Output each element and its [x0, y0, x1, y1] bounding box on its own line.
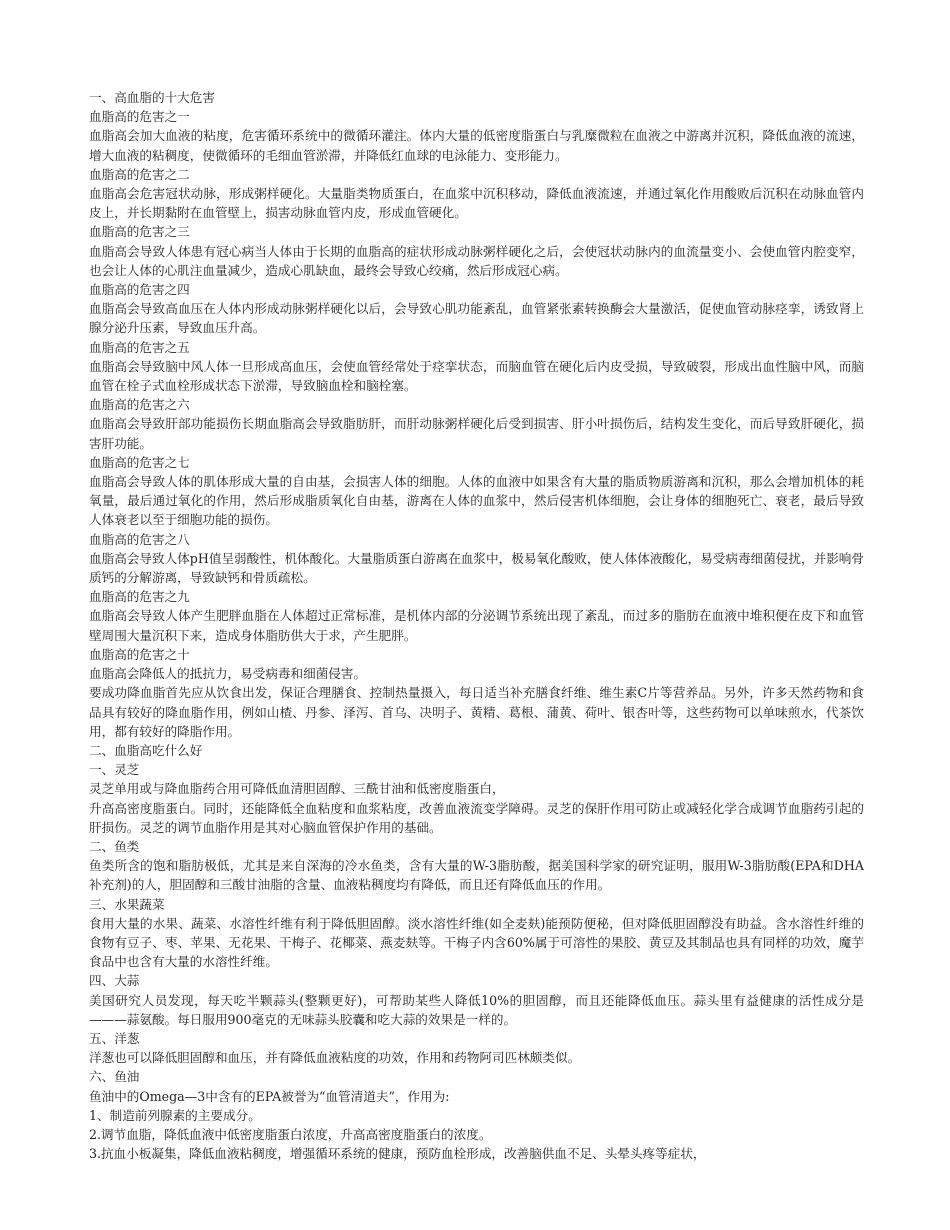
paragraph: 血脂高会导致高血压在人体内形成动脉粥样硬化以后，会导致心肌功能紊乱，血管紧张素转换酶会大量激活，促使血管动脉痉挛，诱致肾上腺分泌升压素，导致血压升高。 — [89, 301, 864, 336]
list-item: 2.调节血脂，降低血液中低密度脂蛋白浓度，升高高密度脂蛋白的浓度。 — [89, 1126, 492, 1142]
paragraph: 血脂高会导致肝部功能损伤长期血脂高会导致脂肪肝，而肝动脉粥样硬化后受到损害、肝小叶损伤后，结构发生变化，而后导致肝硬化，损害肝功能。 — [89, 416, 864, 451]
document-body — [89, 88, 864, 1163]
section-heading: 二、血脂高吃什么好 — [89, 742, 203, 758]
subheading: 血脂高的危害之五 — [89, 339, 190, 355]
paragraph: 血脂高会导致人体的肌体形成大量的自由基，会损害人体的细胞。人体的血液中如果含有大量的脂质物质游离和沉积，那么会增加机体的耗氧量，最后通过氧化的作用，然后形成脂质氧化自由基，游离在人体的血浆中，然后侵害机体细胞，会让身体的细胞死亡、衰老，最后导致人体衰老以至于细胞功能的损伤。 — [89, 474, 864, 528]
paragraph: 鱼类所含的饱和脂肪极低，尤其是来自深海的冷水鱼类，含有大量的W-3脂肪酸，据美国科学家的研究证明，服用W-3脂肪酸(EPA和DHA补充剂)的人，胆固醇和三酸甘油脂的含量、血液粘稠度均有降低，而且还有降低血压的作用。 — [89, 858, 864, 893]
subheading: 血脂高的危害之三 — [89, 224, 190, 240]
list-item: 1、制造前列腺素的主要成分。 — [89, 1107, 261, 1123]
subheading: 血脂高的危害之八 — [89, 531, 190, 547]
subheading: 血脂高的危害之九 — [89, 589, 190, 605]
paragraph: 洋葱也可以降低胆固醇和血压，并有降低血液粘度的功效，作用和药物阿司匹林颇类似。 — [89, 1050, 581, 1066]
subheading: 四、大蒜 — [89, 973, 140, 989]
paragraph: 灵芝单用或与降血脂药合用可降低血清胆固醇、三酰甘油和低密度脂蛋白， — [89, 781, 505, 797]
paragraph: 升高高密度脂蛋白。同时，还能降低全血粘度和血浆粘度，改善血液流变学障碍。灵芝的保肝作用可防止或减轻化学合成调节血脂药引起的肝损伤。灵芝的调节血脂作用是其对心脑血管保护作用的基础。 — [89, 800, 864, 835]
paragraph: 血脂高会导致脑中风人体一旦形成高血压，会使血管经常处于痉挛状态，而脑血管在硬化后内皮受损，导致破裂，形成出血性脑中风，而脑血管在栓子式血栓形成状态下淤滞，导致脑血栓和脑栓塞。 — [89, 358, 864, 394]
paragraph: 血脂高会危害冠状动脉，形成粥样硬化。大量脂类物质蛋白，在血浆中沉积移动，降低血液流速，并通过氧化作用酸败后沉积在动脉血管内皮上，并长期黏附在血管壁上，损害动脉血管内皮，形成血管硬化。 — [89, 186, 864, 221]
subheading: 五、洋葱 — [89, 1030, 140, 1046]
paragraph: 鱼油中的Omega—3中含有的EPA被誉为“血管清道夫”，作用为: — [89, 1088, 450, 1104]
list-item: 3.抗血小板凝集，降低血液粘稠度，增强循环系统的健康，预防血栓形成，改善脑供血不足、头晕头疼等症状， — [89, 1146, 706, 1162]
subheading: 血脂高的危害之十 — [89, 646, 190, 662]
paragraph: 食用大量的水果、蔬菜、水溶性纤维有利于降低胆固醇。淡水溶性纤维(如全麦麸)能预防便秘，但对降低胆固醇没有助益。含水溶性纤维的食物有豆子、枣、苹果、无花果、干梅子、花椰菜、燕麦麸等。干梅子内含60%属于可溶性的果胶、黄豆及其制品也具有同样的功效，魔芋食品中也含有大量的水溶性纤维。 — [89, 915, 864, 970]
subheading: 血脂高的危害之四 — [89, 282, 190, 298]
paragraph: 美国研究人员发现，每天吃半颗蒜头(整颗更好)，可帮助某些人降低10%的胆固醇，而且还能降低血压。蒜头里有益健康的活性成分是———蒜氨酸。每日服用900毫克的无味蒜头胶囊和吃大蒜的效果是一样的。 — [89, 992, 864, 1027]
paragraph: 血脂高会导致人体产生肥胖血脂在人体超过正常标准，是机体内部的分泌调节系统出现了紊乱，而过多的脂肪在血液中堆积便在皮下和血管壁周围大量沉积下来，造成身体脂肪供大于求，产生肥胖。 — [89, 608, 864, 643]
subheading: 三、水果蔬菜 — [89, 896, 165, 912]
paragraph: 血脂高会降低人的抵抗力，易受病毒和细菌侵害。 — [89, 666, 367, 682]
section-heading: 一、高血脂的十大危害 — [89, 90, 215, 105]
paragraph: 血脂高会加大血液的粘度，危害循环系统中的微循环灌注。体内大量的低密度脂蛋白与乳糜微粒在血液之中游离并沉积，降低血液的流速，增大血液的粘稠度，使微循环的毛细血管淤滞，并降低红血球的电泳能力、变形能力。 — [89, 128, 864, 163]
paragraph: 血脂高会导致人体pH值呈弱酸性，机体酸化。大量脂质蛋白游离在血浆中，极易氧化酸败，使人体体液酸化，易受病毒细菌侵扰，并影响骨质钙的分解游离，导致缺钙和骨质疏松。 — [89, 550, 864, 586]
subheading: 六、鱼油 — [89, 1069, 140, 1085]
subheading: 血脂高的危害之七 — [89, 454, 190, 470]
paragraph: 血脂高会导致人体患有冠心病当人体由于长期的血脂高的症状形成动脉粥样硬化之后，会使冠状动脉内的血流量变小、会使血管内腔变窄，也会让人体的心肌注血量减少，造成心肌缺血，最终会导致心绞痛，然后形成冠心病。 — [89, 243, 864, 278]
subheading: 一、灵芝 — [89, 762, 140, 778]
subheading: 二、鱼类 — [89, 838, 140, 854]
subheading: 血脂高的危害之二 — [89, 166, 190, 182]
paragraph: 要成功降血脂首先应从饮食出发，保证合理膳食、控制热量摄入，每日适当补充膳食纤维、维生素C片等营养品。另外，许多天然药物和食品具有较好的降血脂作用，例如山楂、丹参、泽泻、首乌、决明子、黄精、葛根、蒲黄、荷叶、银杏叶等，这些药物可以单味煎水，代茶饮用，都有较好的降脂作用。 — [89, 685, 864, 739]
subheading: 血脂高的危害之一 — [89, 109, 190, 125]
subheading: 血脂高的危害之六 — [89, 397, 190, 413]
